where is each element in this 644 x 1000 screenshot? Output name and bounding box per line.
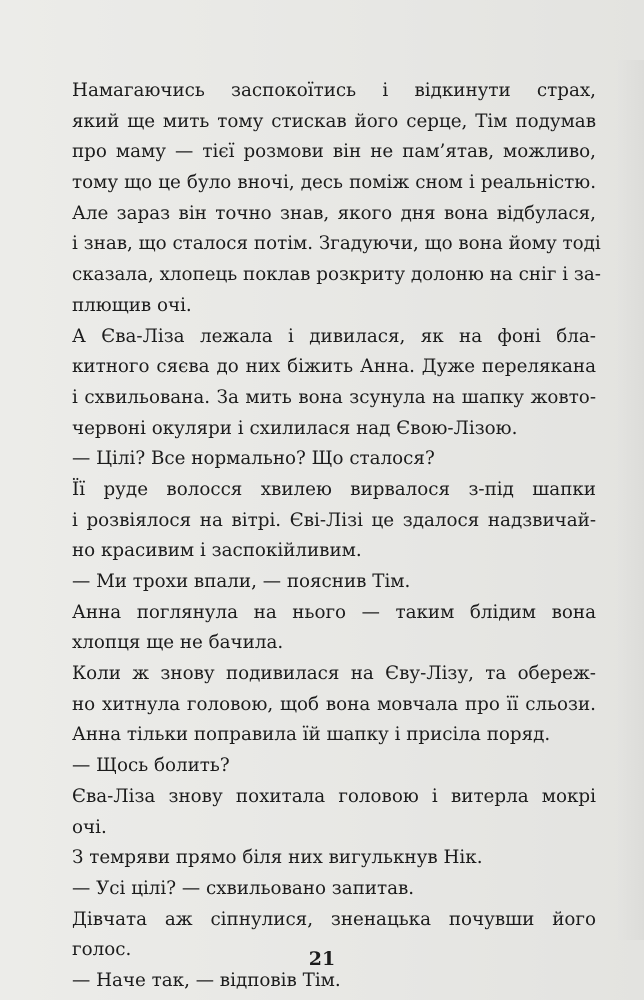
text-line: про маму — тієї розмови він не пам’ятав, можливо, — [72, 141, 596, 163]
page-number: 21 — [308, 948, 336, 970]
text-line: тому що це було вночі, десь поміж сном і реальністю. — [72, 172, 596, 194]
text-line: і розвіялося на вітрі. Єві-Лізі це здалося надзвичай- — [72, 509, 596, 531]
text-line: З темряви прямо біля них вигулькнув Нік. — [72, 847, 483, 869]
text-line: Коли ж знову подивилася на Єву-Лізу, та обереж- — [72, 663, 596, 685]
text-line: китного сяєва до них біжить Анна. Дуже перелякана — [72, 356, 596, 378]
text-line: — Цілі? Все нормально? Що сталося? — [72, 448, 435, 470]
text-line: — Ми трохи впали, — пояснив Тім. — [72, 571, 411, 592]
text-line: сказала, хлопець поклав розкриту долоню на сніг і за- — [72, 264, 601, 286]
text-line: но красивим і заспокійливим. — [72, 540, 362, 562]
text-line: хлопця ще не бачила. — [72, 632, 284, 654]
text-line: голос. — [72, 939, 132, 961]
text-line: Анна тільки поправила їй шапку і присіла поряд. — [72, 724, 551, 746]
text-line: — Щось болить? — [72, 755, 230, 777]
text-line: Анна поглянула на нього — таким блідим вона — [72, 601, 596, 623]
text-line: Але зараз він точно знав, якого дня вона відбулася, — [72, 202, 596, 224]
text-line: очі. — [72, 816, 107, 838]
text-line: Її руде волосся хвилею вирвалося з-під шапки — [72, 478, 596, 500]
page-edge-shade — [616, 60, 644, 940]
text-line: А Єва-Ліза лежала і дивилася, як на фоні бла- — [72, 325, 596, 347]
text-line: який ще мить тому стискав його серце, Тім подумав — [72, 110, 596, 132]
text-line: но хитнула головою, щоб вона мовчала про її сльози. — [72, 693, 596, 715]
text-line: червоні окуляри і схилилася над Євою-Лізою. — [72, 417, 518, 439]
body-text — [72, 76, 601, 997]
text-line: — Усі цілі? — схвильовано запитав. — [72, 877, 415, 899]
text-line: Намагаючись заспокоїтись і відкинути страх, — [72, 80, 596, 101]
text-line: Єва-Ліза знову похитала головою і витерла мокрі — [72, 785, 596, 807]
text-line: — Наче так, — відповів Тім. — [72, 969, 341, 991]
text-line: і знав, що сталося потім. Згадуючи, що вона йому тоді — [72, 233, 601, 255]
text-line: Дівчата аж сіпнулися, зненацька почувши його — [72, 908, 596, 930]
text-line: плющив очі. — [72, 294, 192, 316]
text-line: і схвильована. За мить вона зсунула на шапку жовто- — [72, 386, 596, 408]
